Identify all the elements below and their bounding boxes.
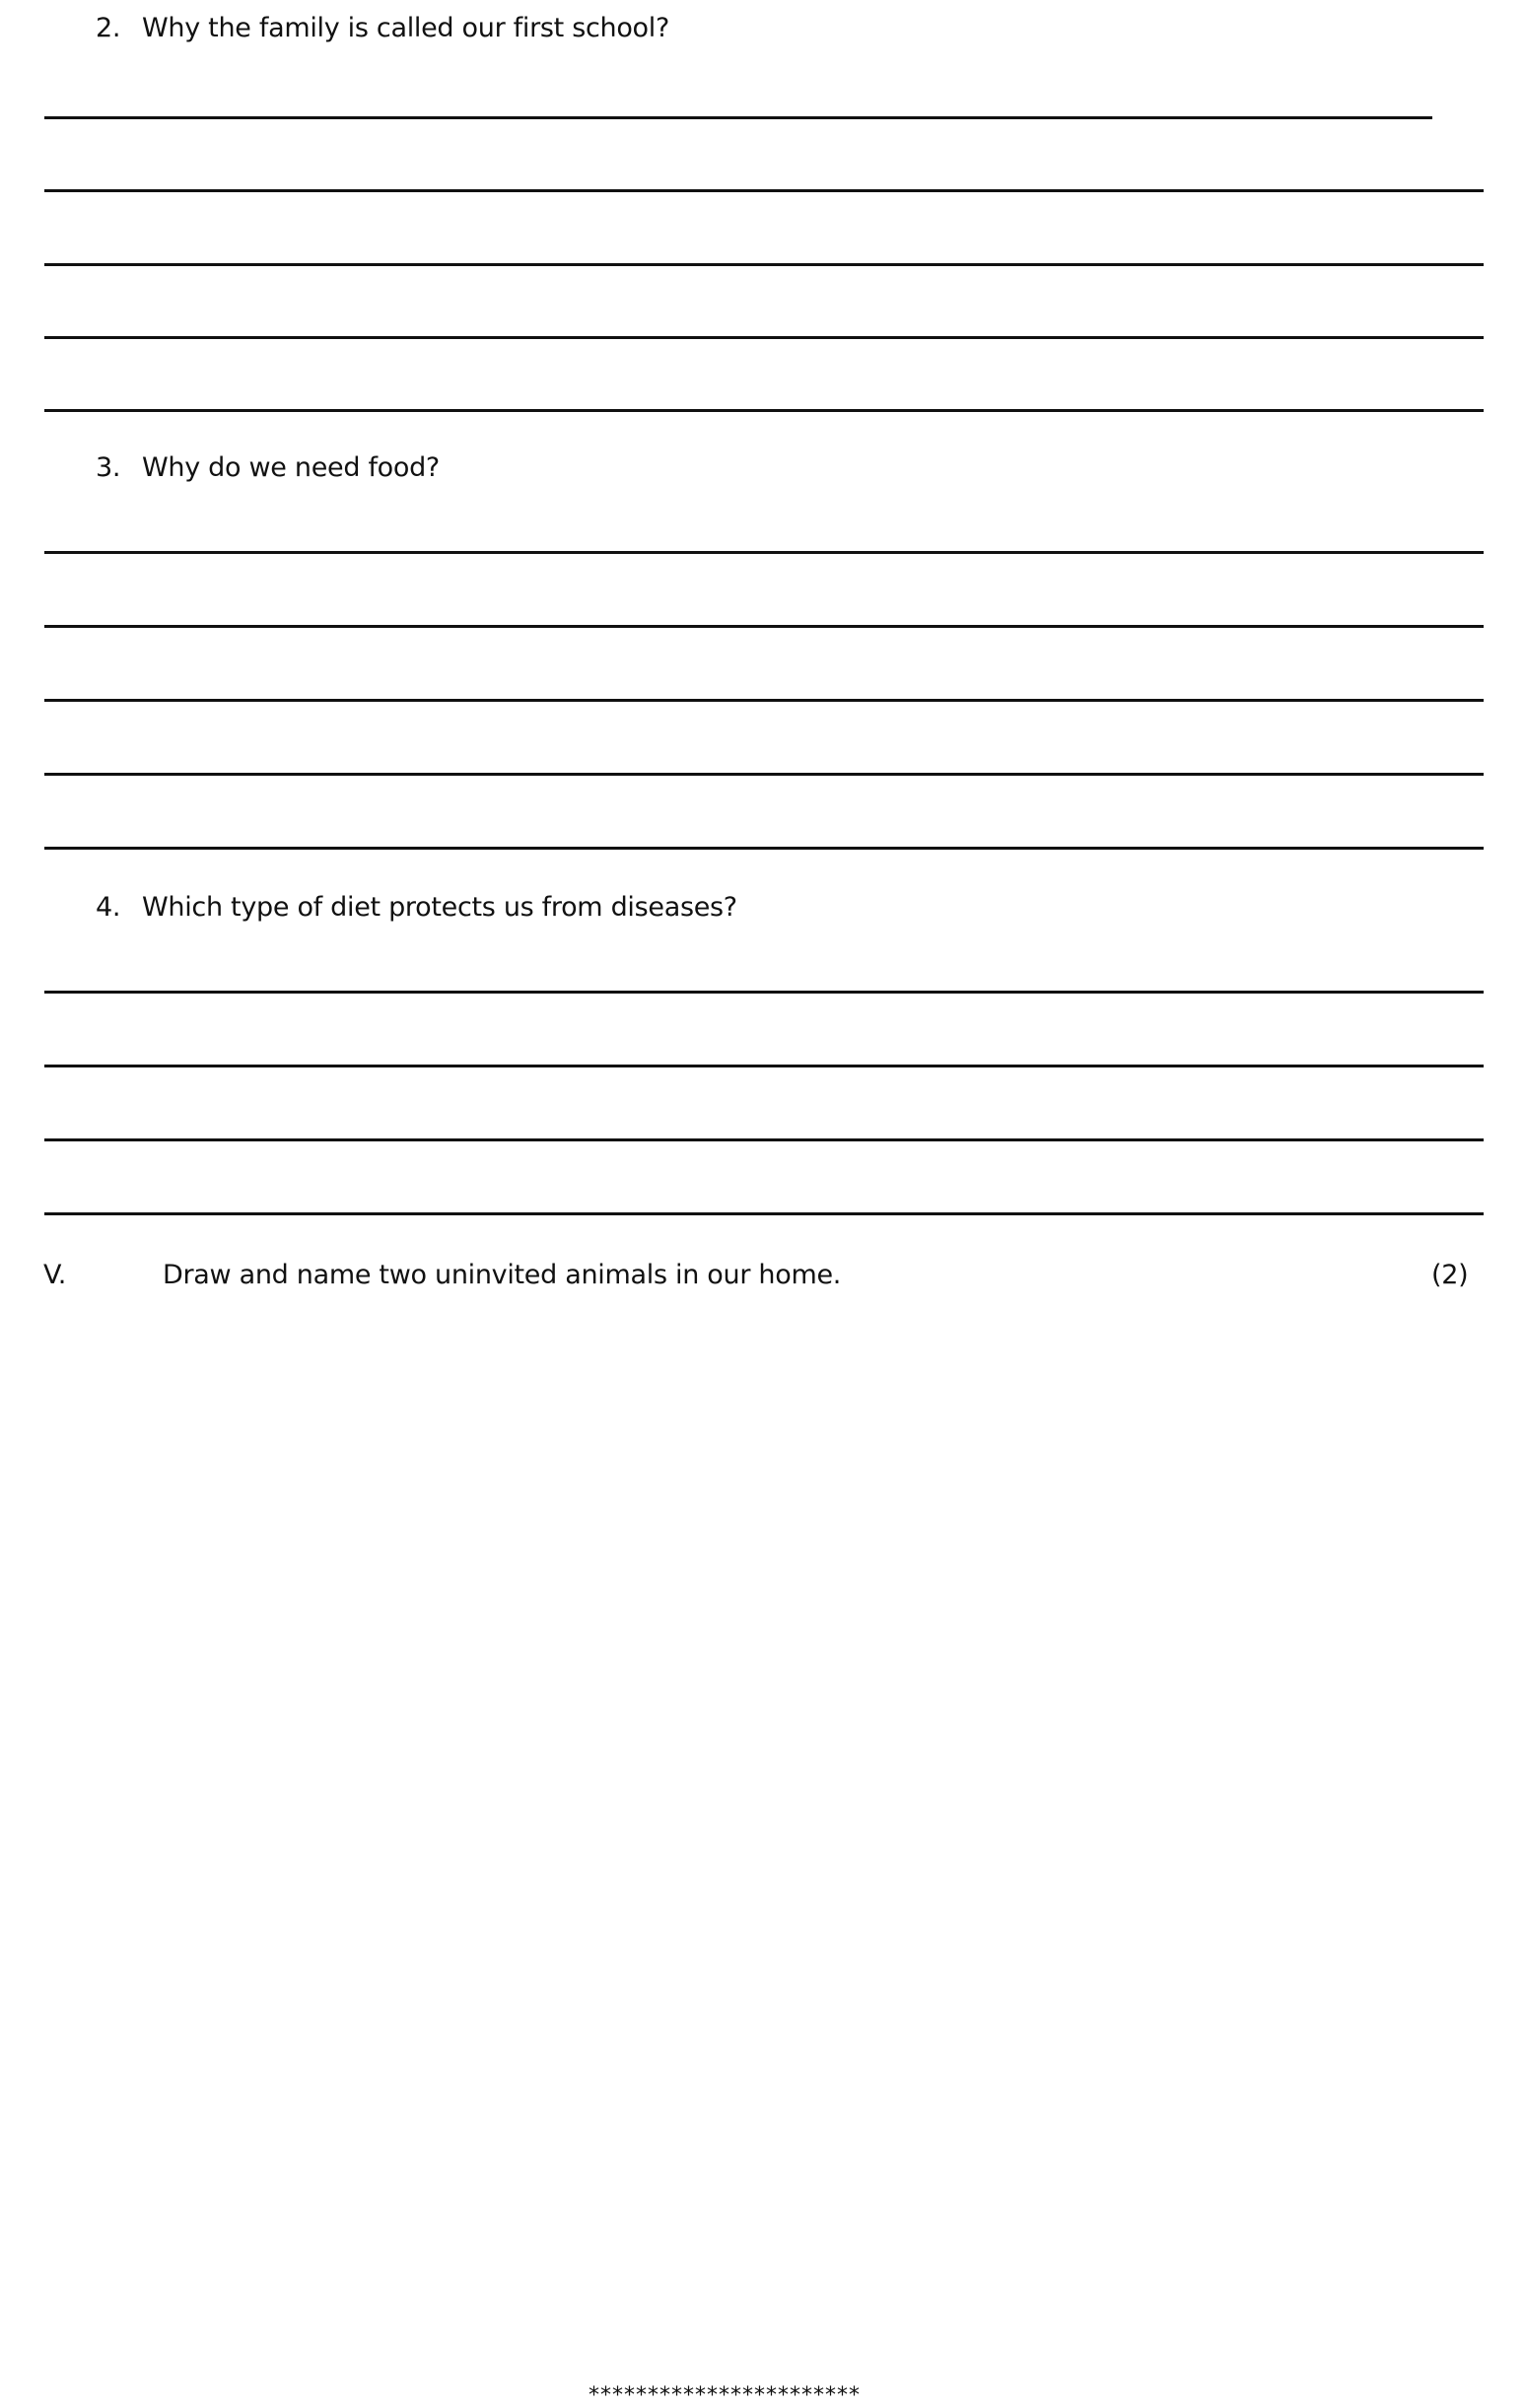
answer-line[interactable] — [44, 116, 1432, 119]
answer-line[interactable] — [44, 263, 1484, 266]
marks-label: (2) — [1431, 1260, 1469, 1290]
end-of-paper-stars: *********************** — [589, 2383, 861, 2408]
question-text: Why the family is called our first school? — [142, 13, 670, 43]
question-text: Which type of diet protects us from diseases? — [142, 892, 737, 923]
answer-line[interactable] — [44, 551, 1484, 554]
question-number: 4. — [96, 892, 121, 923]
answer-line[interactable] — [44, 1065, 1484, 1067]
answer-line[interactable] — [44, 1212, 1484, 1215]
answer-line[interactable] — [44, 1138, 1484, 1141]
answer-line[interactable] — [44, 189, 1484, 192]
answer-line[interactable] — [44, 991, 1484, 994]
answer-line[interactable] — [44, 847, 1484, 850]
question-number: 3. — [96, 452, 121, 483]
section-number: V. — [43, 1260, 66, 1290]
question-text: Why do we need food? — [142, 452, 440, 483]
answer-line[interactable] — [44, 409, 1484, 412]
question-number: 2. — [96, 13, 121, 43]
answer-line[interactable] — [44, 625, 1484, 628]
answer-line[interactable] — [44, 699, 1484, 702]
answer-line[interactable] — [44, 336, 1484, 339]
answer-line[interactable] — [44, 773, 1484, 776]
section-instruction: Draw and name two uninvited animals in our home. — [163, 1260, 842, 1290]
